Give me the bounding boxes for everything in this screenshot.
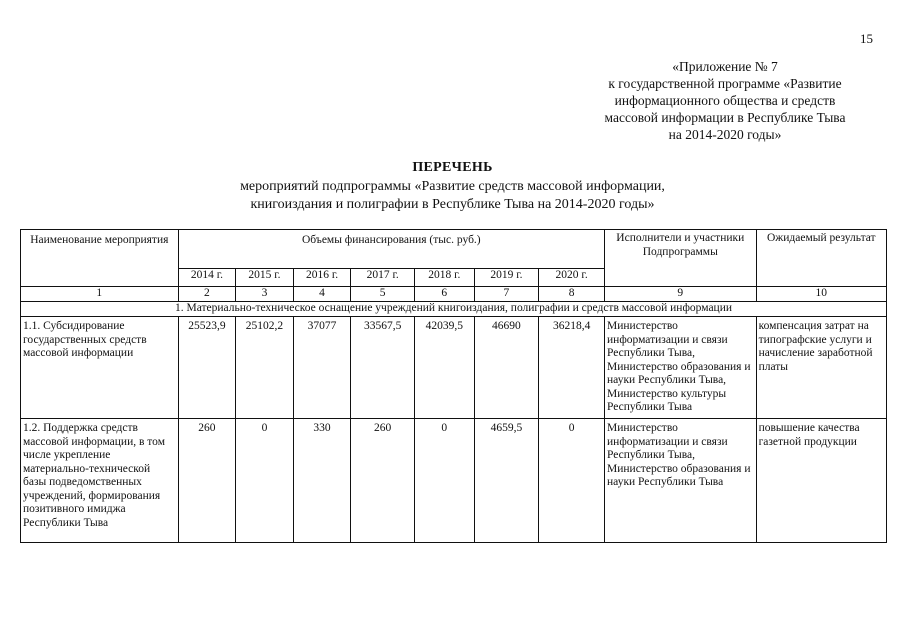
- header-result: Ожидаемый результат: [756, 230, 886, 287]
- header-year: 2017 г.: [351, 269, 415, 287]
- section-row: [21, 302, 887, 317]
- row-result: компенсация затрат на типографские услуги и начисление заработной платы: [756, 317, 886, 419]
- column-number: 3: [236, 287, 294, 302]
- row-value: 4659,5: [474, 419, 539, 543]
- appendix-line: массовой информации в Республике Тыва: [604, 110, 846, 125]
- column-number: 1: [21, 287, 179, 302]
- header-executors: Исполнители и участники Подпрограммы: [605, 230, 757, 287]
- header-year: 2016 г.: [293, 269, 351, 287]
- column-number: 6: [414, 287, 474, 302]
- row-value: 42039,5: [414, 317, 474, 419]
- row-value: 46690: [474, 317, 539, 419]
- row-result: повышение качества газетной продукции: [756, 419, 886, 543]
- row-value: 36218,4: [539, 317, 605, 419]
- column-number: 4: [293, 287, 351, 302]
- appendix-line: на 2014-2020 годы»: [668, 127, 782, 142]
- row-value: 25102,2: [236, 317, 294, 419]
- row-name: 1.1. Субсидирование государственных средств массовой информации: [21, 317, 179, 419]
- header-year: 2019 г.: [474, 269, 539, 287]
- column-number: 5: [351, 287, 415, 302]
- header-row: [21, 230, 887, 269]
- header-year: 2020 г.: [539, 269, 605, 287]
- row-name: 1.2. Поддержка средств массовой информации, в том числе укрепление материально-технической базы подведомственных учреждений, формирования позитивного имиджа Республики Тыва: [21, 419, 179, 543]
- row-value: 260: [178, 419, 236, 543]
- row-value: 260: [351, 419, 415, 543]
- column-number-row: [21, 287, 887, 302]
- appendix-line: «Приложение № 7: [672, 59, 778, 74]
- header-year: 2018 г.: [414, 269, 474, 287]
- subtitle-line: мероприятий подпрограммы «Развитие средств массовой информации,: [240, 179, 665, 194]
- row-value: 0: [236, 419, 294, 543]
- appendix-line: к государственной программе «Развитие: [608, 76, 842, 91]
- row-executors: Министерство информатизации и связи Республики Тыва, Министерство образования и науки Республики Тыва: [605, 419, 757, 543]
- measures-table: [20, 229, 887, 543]
- column-number: 9: [605, 287, 757, 302]
- column-number: 7: [474, 287, 539, 302]
- appendix-header: [560, 58, 890, 143]
- header-name: Наименование мероприятия: [21, 230, 179, 287]
- document-title: ПЕРЕЧЕНЬ: [412, 160, 493, 175]
- document-subtitle: [0, 178, 905, 214]
- row-value: 33567,5: [351, 317, 415, 419]
- row-value: 37077: [293, 317, 351, 419]
- row-executors: Министерство информатизации и связи Республики Тыва, Министерство образования и науки Республики Тыва, Министерство культуры Республики Тыва: [605, 317, 757, 419]
- table-row: [21, 419, 887, 543]
- appendix-line: информационного общества и средств: [614, 93, 836, 108]
- column-number: 2: [178, 287, 236, 302]
- header-year: 2014 г.: [178, 269, 236, 287]
- row-value: 25523,9: [178, 317, 236, 419]
- row-value: 0: [414, 419, 474, 543]
- page-number: 15: [860, 31, 873, 46]
- section-title: 1. Материально-техническое оснащение учреждений книгоиздания, полиграфии и средств массовой информации: [21, 302, 887, 317]
- row-value: 330: [293, 419, 351, 543]
- column-number: 8: [539, 287, 605, 302]
- column-number: 10: [756, 287, 886, 302]
- row-value: 0: [539, 419, 605, 543]
- header-year: 2015 г.: [236, 269, 294, 287]
- table-row: [21, 317, 887, 419]
- header-funding: Объемы финансирования (тыс. руб.): [178, 230, 604, 269]
- subtitle-line: книгоиздания и полиграфии в Республике Тыва на 2014-2020 годы»: [250, 197, 655, 212]
